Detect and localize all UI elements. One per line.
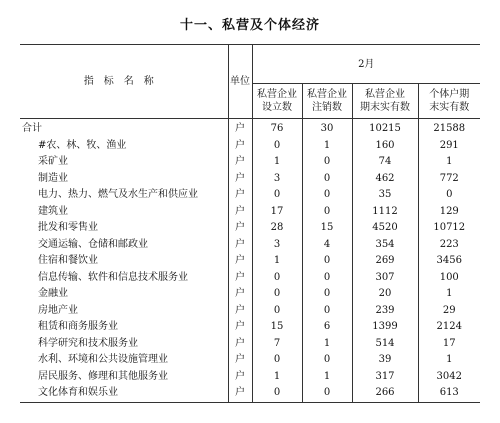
established-count-cell: 1 bbox=[252, 154, 302, 171]
established-count-cell: 7 bbox=[252, 336, 302, 353]
deregistered-count-cell: 1 bbox=[302, 369, 352, 386]
private-existing-count-cell: 354 bbox=[352, 237, 418, 254]
deregistered-count-cell: 0 bbox=[302, 187, 352, 204]
established-count-cell: 0 bbox=[252, 385, 302, 402]
deregistered-count-cell: 15 bbox=[302, 220, 352, 237]
individual-existing-count-cell: 3042 bbox=[418, 369, 480, 386]
table-row bbox=[20, 171, 480, 188]
indicator-name-header: 指标名称 bbox=[20, 45, 228, 119]
private-existing-count-cell: 20 bbox=[352, 286, 418, 303]
deregistered-count-cell: 1 bbox=[302, 336, 352, 353]
private-existing-count-cell: 10215 bbox=[352, 119, 418, 138]
private-existing-count-cell: 1399 bbox=[352, 319, 418, 336]
deregistered-count-cell: 0 bbox=[302, 286, 352, 303]
page-title: 十一、私营及个体经济 bbox=[179, 18, 320, 33]
month-header: 2月 bbox=[252, 45, 480, 84]
table-body bbox=[20, 119, 480, 403]
individual-existing-count-cell: 129 bbox=[418, 204, 480, 221]
private-existing-count-cell: 317 bbox=[352, 369, 418, 386]
indicator-name-cell: 信息传输、软件和信息技术服务业 bbox=[38, 271, 188, 283]
table-row bbox=[20, 303, 480, 320]
indicator-name-cell: #农、林、牧、渔业 bbox=[38, 139, 127, 151]
table-row bbox=[20, 154, 480, 171]
unit-header: 单位 bbox=[228, 45, 252, 119]
established-count-cell: 0 bbox=[252, 303, 302, 320]
unit-cell: 户 bbox=[228, 187, 252, 204]
indicator-name-cell: 制造业 bbox=[38, 172, 68, 184]
individual-existing-count-cell: 3456 bbox=[418, 253, 480, 270]
established-count-cell: 3 bbox=[252, 171, 302, 188]
table-row bbox=[20, 119, 480, 138]
column-header-deregistered bbox=[302, 84, 352, 119]
established-count-cell: 28 bbox=[252, 220, 302, 237]
unit-cell: 户 bbox=[228, 369, 252, 386]
table-row bbox=[20, 138, 480, 155]
private-existing-count-cell: 307 bbox=[352, 270, 418, 287]
unit-cell: 户 bbox=[228, 204, 252, 221]
deregistered-count-cell: 0 bbox=[302, 270, 352, 287]
table-row bbox=[20, 187, 480, 204]
individual-existing-count-cell: 21588 bbox=[418, 119, 480, 138]
private-existing-count-cell: 239 bbox=[352, 303, 418, 320]
private-existing-count-cell: 35 bbox=[352, 187, 418, 204]
column-header-line: 私营企业 bbox=[257, 89, 297, 100]
indicator-name-cell: 水利、环境和公共设施管理业 bbox=[38, 354, 168, 366]
established-count-cell: 0 bbox=[252, 270, 302, 287]
private-existing-count-cell: 462 bbox=[352, 171, 418, 188]
unit-cell: 户 bbox=[228, 336, 252, 353]
individual-existing-count-cell: 0 bbox=[418, 187, 480, 204]
unit-cell: 户 bbox=[228, 385, 252, 402]
table-row bbox=[20, 204, 480, 221]
private-existing-count-cell: 269 bbox=[352, 253, 418, 270]
indicator-name-cell: 批发和零售业 bbox=[38, 222, 98, 234]
indicator-name-cell: 租赁和商务服务业 bbox=[38, 321, 118, 333]
established-count-cell: 0 bbox=[252, 187, 302, 204]
unit-cell: 户 bbox=[228, 319, 252, 336]
private-existing-count-cell: 74 bbox=[352, 154, 418, 171]
deregistered-count-cell: 0 bbox=[302, 352, 352, 369]
deregistered-count-cell: 1 bbox=[302, 138, 352, 155]
established-count-cell: 17 bbox=[252, 204, 302, 221]
table-row bbox=[20, 336, 480, 353]
established-count-cell: 0 bbox=[252, 352, 302, 369]
unit-cell: 户 bbox=[228, 171, 252, 188]
column-header-line: 期末实有数 bbox=[360, 102, 410, 113]
individual-existing-count-cell: 1 bbox=[418, 352, 480, 369]
individual-existing-count-cell: 17 bbox=[418, 336, 480, 353]
unit-cell: 户 bbox=[228, 303, 252, 320]
table-row bbox=[20, 286, 480, 303]
established-count-cell: 0 bbox=[252, 286, 302, 303]
column-header-line: 私营企业 bbox=[307, 89, 347, 100]
column-header-private-existing bbox=[352, 84, 418, 119]
unit-cell: 户 bbox=[228, 138, 252, 155]
established-count-cell: 1 bbox=[252, 369, 302, 386]
established-count-cell: 15 bbox=[252, 319, 302, 336]
column-header-line: 私营企业 bbox=[365, 89, 405, 100]
table-row bbox=[20, 220, 480, 237]
deregistered-count-cell: 0 bbox=[302, 171, 352, 188]
individual-existing-count-cell: 1 bbox=[418, 154, 480, 171]
indicator-name-cell: 合计 bbox=[22, 123, 42, 135]
unit-cell: 户 bbox=[228, 220, 252, 237]
column-header-line: 注销数 bbox=[312, 102, 342, 113]
table-row bbox=[20, 369, 480, 386]
unit-cell: 户 bbox=[228, 253, 252, 270]
deregistered-count-cell: 0 bbox=[302, 385, 352, 402]
indicator-name-cell: 居民服务、修理和其他服务业 bbox=[38, 370, 168, 382]
unit-cell: 户 bbox=[228, 154, 252, 171]
column-header-line: 设立数 bbox=[262, 102, 292, 113]
deregistered-count-cell: 4 bbox=[302, 237, 352, 254]
table-row bbox=[20, 270, 480, 287]
private-existing-count-cell: 39 bbox=[352, 352, 418, 369]
indicator-name-cell: 房地产业 bbox=[38, 304, 78, 316]
individual-existing-count-cell: 29 bbox=[418, 303, 480, 320]
table-row bbox=[20, 237, 480, 254]
table-row bbox=[20, 352, 480, 369]
unit-cell: 户 bbox=[228, 270, 252, 287]
deregistered-count-cell: 0 bbox=[302, 253, 352, 270]
indicator-name-cell: 科学研究和技术服务业 bbox=[38, 337, 138, 349]
private-existing-count-cell: 4520 bbox=[352, 220, 418, 237]
deregistered-count-cell: 0 bbox=[302, 204, 352, 221]
indicator-name-cell: 住宿和餐饮业 bbox=[38, 255, 98, 267]
unit-cell: 户 bbox=[228, 352, 252, 369]
deregistered-count-cell: 0 bbox=[302, 154, 352, 171]
column-header-established bbox=[252, 84, 302, 119]
individual-existing-count-cell: 291 bbox=[418, 138, 480, 155]
deregistered-count-cell: 30 bbox=[302, 119, 352, 138]
indicator-name-cell: 文化体育和娱乐业 bbox=[20, 385, 228, 402]
indicator-name-cell: 电力、热力、燃气及水生产和供应业 bbox=[38, 189, 198, 201]
indicator-name-cell: 金融业 bbox=[38, 288, 68, 300]
private-existing-count-cell: 514 bbox=[352, 336, 418, 353]
private-existing-count-cell: 160 bbox=[352, 138, 418, 155]
unit-cell: 户 bbox=[228, 119, 252, 138]
established-count-cell: 3 bbox=[252, 237, 302, 254]
private-existing-count-cell: 1112 bbox=[352, 204, 418, 221]
individual-existing-count-cell: 613 bbox=[418, 385, 480, 402]
table-row bbox=[20, 385, 480, 402]
individual-existing-count-cell: 772 bbox=[418, 171, 480, 188]
deregistered-count-cell: 0 bbox=[302, 303, 352, 320]
deregistered-count-cell: 6 bbox=[302, 319, 352, 336]
column-header-individual-existing bbox=[418, 84, 480, 119]
individual-existing-count-cell: 1 bbox=[418, 286, 480, 303]
table-row bbox=[20, 253, 480, 270]
individual-existing-count-cell: 10712 bbox=[418, 220, 480, 237]
individual-existing-count-cell: 100 bbox=[418, 270, 480, 287]
indicator-name-cell: 交通运输、仓储和邮政业 bbox=[38, 238, 148, 250]
column-header-line: 个体户期 bbox=[429, 89, 470, 100]
indicator-name-cell: 建筑业 bbox=[38, 205, 68, 217]
established-count-cell: 1 bbox=[252, 253, 302, 270]
statistics-table bbox=[20, 44, 480, 403]
table-row bbox=[20, 319, 480, 336]
individual-existing-count-cell: 223 bbox=[418, 237, 480, 254]
column-header-line: 末实有数 bbox=[429, 102, 470, 113]
indicator-name-cell: 采矿业 bbox=[38, 156, 68, 168]
established-count-cell: 76 bbox=[252, 119, 302, 138]
unit-cell: 户 bbox=[228, 286, 252, 303]
established-count-cell: 0 bbox=[252, 138, 302, 155]
private-existing-count-cell: 266 bbox=[352, 385, 418, 402]
unit-cell: 户 bbox=[228, 237, 252, 254]
individual-existing-count-cell: 2124 bbox=[418, 319, 480, 336]
